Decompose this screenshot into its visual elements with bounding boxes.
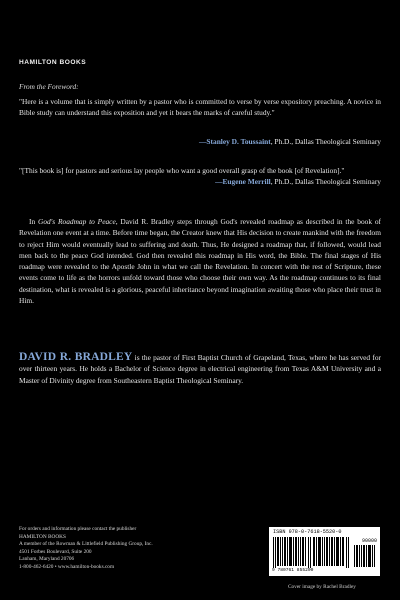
barcode-bars	[273, 537, 351, 568]
barcode-digits: 9 780761 855200	[272, 568, 314, 573]
publisher-contact	[19, 526, 189, 572]
bio-text: is the pastor of First Baptist Church of Grapeland, Texas, where he has served for over thirteen years. He holds a Bachelor of Science degree in electrical engineering from Texas A&M University and a Master of Divinity degree from Southeastern Baptist Theological Seminary.	[19, 353, 382, 385]
endorsement-quote-block	[19, 165, 381, 187]
contact-publisher: HAMILTON BOOKS	[19, 533, 66, 540]
attribution-credentials: , Ph.D., Dallas Theological Seminary	[270, 177, 381, 187]
foreword-heading: From the Foreword:	[19, 82, 79, 91]
description-text: , David R. Bradley steps through God's revealed roadmap as described in the book of Revelation one event at a time. Before time began, the Creator knew that His decision to create mankind with the freedom to reject Him would eventually lead to suffering and death. Thus, He designed a roadmap that, if followed, would lead men back to the peace God intended. God then revealed this roadmap in His word, the Bible. The final stages of His roadmap were revealed to the Apostle John in what we call the Revelation. In concert with the rest of Scripture, these events come to life as the horrors unfold toward those who choose their own way. As the roadmap continues to its final destination, what is revealed is a glorious, peaceful inheritance beyond imagination awaiting those who place their trust in Him.	[19, 217, 382, 306]
isbn-number: ISBN 978-0-7618-5520-0	[273, 529, 342, 535]
attribution-dash: —	[215, 177, 223, 187]
attribution-dash: —	[199, 137, 207, 146]
price-code: 90000	[361, 538, 377, 544]
contact-city: Lanham, Maryland 20706	[19, 556, 75, 563]
foreword-quote: "Here is a volume that is simply written by a pastor who is committed to verse by verse expository preaching. A novice in Bible study can understand this exposition and yet it bears the marks of careful study."	[19, 97, 381, 118]
isbn-barcode	[269, 527, 380, 576]
attribution-name: Stanley D. Toussaint	[206, 137, 271, 146]
attribution-credentials: , Ph.D., Dallas Theological Seminary	[270, 137, 381, 146]
cover-credit: Cover image by Rachel Bradley	[288, 584, 356, 590]
contact-line: A member of the Rowman & Littlefield Publishing Group, Inc.	[19, 541, 153, 548]
attribution-name: Eugene Merrill	[222, 177, 271, 187]
author-name: DAVID R. BRADLEY	[19, 351, 133, 363]
description-intro: In	[29, 217, 38, 226]
endorsement-quote: "[This book is] for pastors and serious lay people who want a good overall grasp of the book [of Revelation]."	[19, 166, 345, 175]
author-bio	[19, 352, 381, 386]
contact-phone-web: 1-800-462-6420 • www.hamilton-books.com	[19, 563, 115, 570]
endorsement-attribution	[19, 176, 381, 187]
contact-address: 4501 Forbes Boulevard, Suite 200	[19, 548, 92, 555]
addon-barcode-bars	[354, 545, 376, 567]
book-title: God's Roadmap to Peace	[37, 217, 116, 226]
foreword-attribution	[19, 136, 381, 147]
publisher-imprint: HAMILTON BOOKS	[19, 59, 87, 66]
book-description	[19, 216, 381, 306]
contact-line: For orders and information please contact the publisher	[19, 526, 137, 532]
